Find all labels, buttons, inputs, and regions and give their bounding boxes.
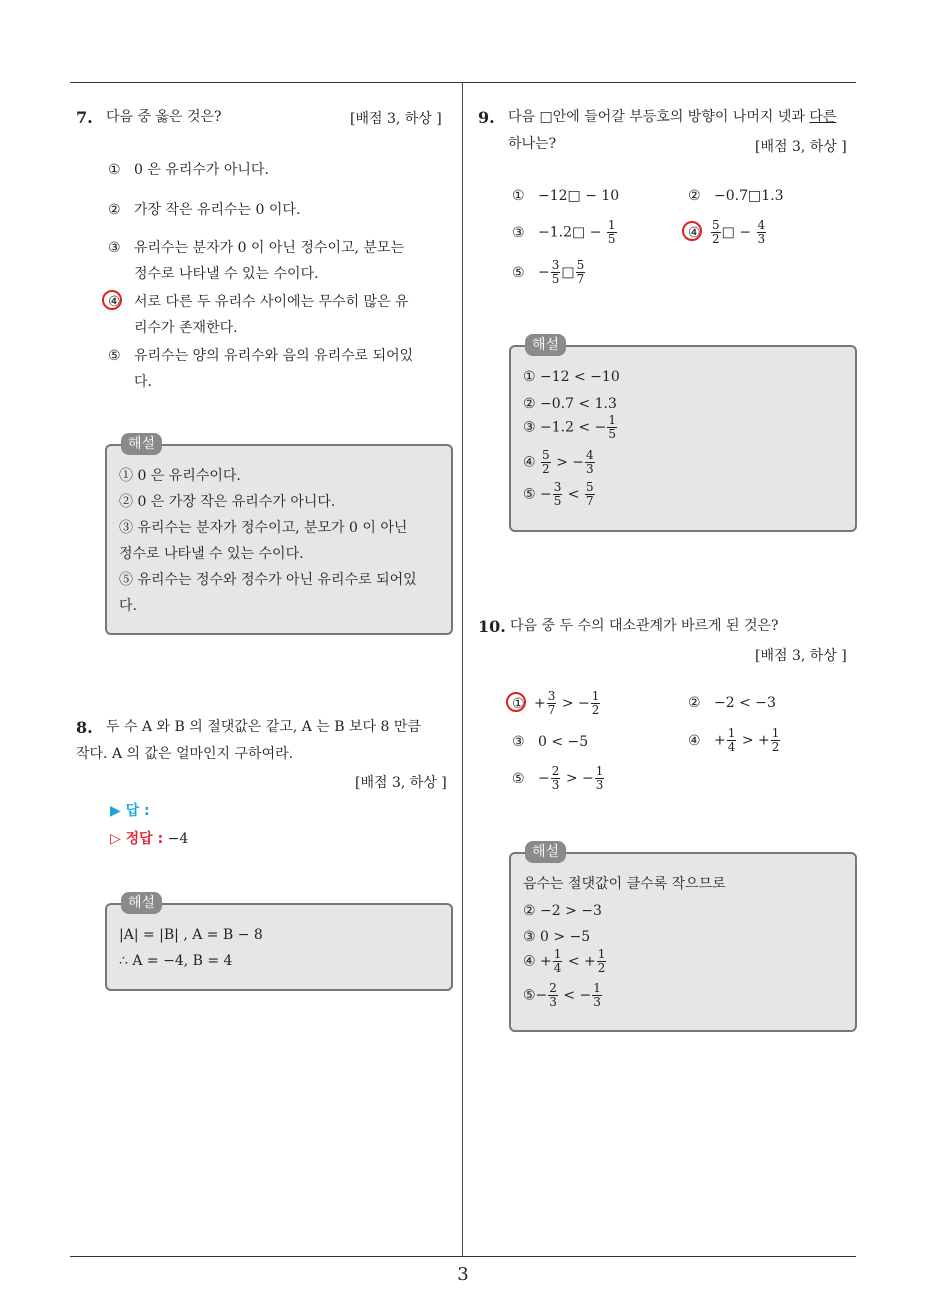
fraction: $\frac{1}{2}$ — [771, 726, 780, 754]
solution-line: ⑤ 유리수는 정수와 정수가 아닌 유리수로 되어있 — [119, 572, 417, 588]
question-text: 두 수 A 와 B 의 절댓값은 같고, A 는 B 보다 8 만큼 — [106, 719, 421, 735]
underlined-word: 다른 — [809, 109, 837, 125]
choice-text: 가장 작은 유리수는 0 이다. — [134, 202, 301, 218]
correct-value: −4 — [167, 831, 189, 847]
choice-text: 다. — [134, 374, 152, 390]
solution-box — [509, 844, 857, 1032]
fraction: $\frac{3}{7}$ — [547, 689, 556, 717]
choice-5[interactable]: ⑤ − $\frac{3}{5}$ □ $\frac{5}{7}$ — [512, 258, 585, 286]
solution-line: ∴ A = −4, B = 4 — [119, 953, 233, 969]
question-text: 작다. A 의 값은 얼마인지 구하여라. — [76, 746, 294, 762]
page-number: 3 — [457, 1264, 469, 1285]
solution-box — [105, 436, 453, 635]
choice-3[interactable]: ③ 0 < −5 — [512, 734, 589, 750]
fraction: $\frac{4}{3}$ — [757, 218, 766, 246]
solution-line: ① 0 은 유리수이다. — [119, 468, 241, 484]
solution-tag: 해설 — [121, 433, 162, 455]
correct-answer-row — [110, 828, 188, 848]
solution-box — [509, 337, 857, 532]
choice-text: 서로 다른 두 유리수 사이에는 무수히 많은 유 — [134, 294, 409, 310]
column-divider — [462, 83, 463, 1256]
top-rule — [70, 82, 856, 83]
choice-4[interactable]: ④ $\frac{5}{2}$ □ − $\frac{4}{3}$ — [688, 219, 767, 246]
fraction: $\frac{3}{5}$ — [551, 258, 560, 286]
score-label: [배점 3, 하상 ] — [755, 648, 847, 664]
solution-line: ② −0.7 < 1.3 — [523, 396, 617, 412]
question-text: 다음 중 두 수의 대소관계가 바르게 된 것은? — [510, 618, 779, 634]
choice-4[interactable]: ④ + $\frac{1}{4}$ > + $\frac{1}{2}$ — [688, 726, 780, 754]
solution-line: ⑤− $\frac{2}{3}$ < − $\frac{1}{3}$ — [523, 981, 601, 1009]
score-label: [배점 3, 하상 ] — [355, 775, 447, 791]
solution-line: ④ + $\frac{1}{4}$ < + $\frac{1}{2}$ — [523, 947, 606, 975]
choice-mark-selected: ④ — [688, 220, 710, 246]
solution-tag: 해설 — [121, 892, 162, 914]
fraction: $\frac{2}{3}$ — [551, 764, 560, 792]
solution-line: 정수로 나타낼 수 있는 수이다. — [119, 546, 304, 562]
question-number: 10. — [478, 617, 506, 636]
question-text: 다음 중 옳은 것은? — [106, 109, 222, 125]
fraction: $\frac{1}{4}$ — [727, 726, 736, 754]
score-label: [배점 3, 하상 ] — [755, 139, 847, 155]
choice-2[interactable] — [108, 197, 300, 223]
choice-1[interactable] — [108, 157, 269, 183]
solution-line: 다. — [119, 598, 137, 614]
choice-text: 0 은 유리수가 아니다. — [134, 162, 269, 178]
question-text: 다음 □안에 들어갈 부등호의 방향이 나머지 넷과 다른 — [508, 109, 837, 125]
red-circle-icon — [682, 221, 702, 241]
choice-3[interactable]: ③ −1.2□ − $\frac{1}{5}$ — [512, 218, 616, 246]
choice-5[interactable] — [108, 343, 413, 395]
question-number: 8. — [76, 718, 93, 737]
choice-3[interactable] — [108, 235, 404, 287]
solution-tag: 해설 — [525, 841, 566, 863]
choice-2[interactable]: ② −2 < −3 — [688, 695, 776, 711]
choice-mark: ② — [108, 202, 121, 218]
solution-line: ⑤ − $\frac{3}{5}$ < $\frac{5}{7}$ — [523, 480, 594, 508]
fraction: $\frac{5}{2}$ — [712, 218, 720, 246]
choice-mark: ⑤ — [108, 348, 121, 364]
choice-1[interactable]: ① + $\frac{3}{7}$ > − $\frac{1}{2}$ — [512, 690, 601, 717]
red-circle-icon — [506, 692, 526, 712]
solution-line: ② 0 은 가장 작은 유리수가 아니다. — [119, 494, 336, 510]
choice-2[interactable]: ② −0.7□1.3 — [688, 188, 784, 204]
question-number: 9. — [478, 108, 495, 127]
choice-mark: ③ — [108, 240, 121, 256]
choice-mark-selected: ① — [512, 691, 534, 717]
solution-line: ③ 0 > −5 — [523, 929, 591, 945]
solution-line: ③ 유리수는 분자가 정수이고, 분모가 0 이 아닌 — [119, 520, 408, 536]
solution-box — [105, 895, 453, 991]
choice-1[interactable]: ① −12□ − 10 — [512, 188, 620, 204]
solution-line: |A| = |B| , A = B − 8 — [119, 927, 263, 943]
answer-label: ▶ 답 : — [110, 803, 150, 819]
solution-line: ④ $\frac{5}{2}$ > − $\frac{4}{3}$ — [523, 448, 594, 476]
score-label: [배점 3, 하상 ] — [350, 111, 442, 127]
fraction: $\frac{1}{2}$ — [591, 689, 600, 717]
choice-text: 정수로 나타낼 수 있는 수이다. — [134, 266, 319, 282]
choice-5[interactable]: ⑤ − $\frac{2}{3}$ > − $\frac{1}{3}$ — [512, 764, 604, 792]
fraction: $\frac{1}{5}$ — [607, 218, 616, 246]
choice-text: 리수가 존재한다. — [134, 320, 238, 336]
answer-row — [110, 800, 150, 820]
solution-line: 음수는 절댓값이 클수록 작으므로 — [523, 876, 726, 892]
solution-tag: 해설 — [525, 334, 566, 356]
choice-text: 유리수는 분자가 0 이 아닌 정수이고, 분모는 — [134, 240, 404, 256]
question-text: 하나는? — [508, 136, 557, 152]
question-number: 7. — [76, 108, 93, 127]
red-circle-icon — [102, 290, 122, 310]
bottom-rule — [70, 1256, 856, 1257]
choice-text: 유리수는 양의 유리수와 음의 유리수로 되어있 — [134, 348, 414, 364]
solution-line: ② −2 > −3 — [523, 903, 602, 919]
choice-mark-selected: ④ — [108, 289, 134, 315]
solution-line: ① −12 < −10 — [523, 369, 620, 385]
fraction: $\frac{5}{7}$ — [576, 258, 585, 286]
correct-label: ▷ 정답 : — [110, 831, 164, 847]
choice-4[interactable] — [108, 289, 409, 341]
solution-line: ③ −1.2 < − $\frac{1}{5}$ — [523, 413, 616, 441]
choice-mark: ① — [108, 162, 121, 178]
fraction: $\frac{1}{3}$ — [595, 764, 604, 792]
